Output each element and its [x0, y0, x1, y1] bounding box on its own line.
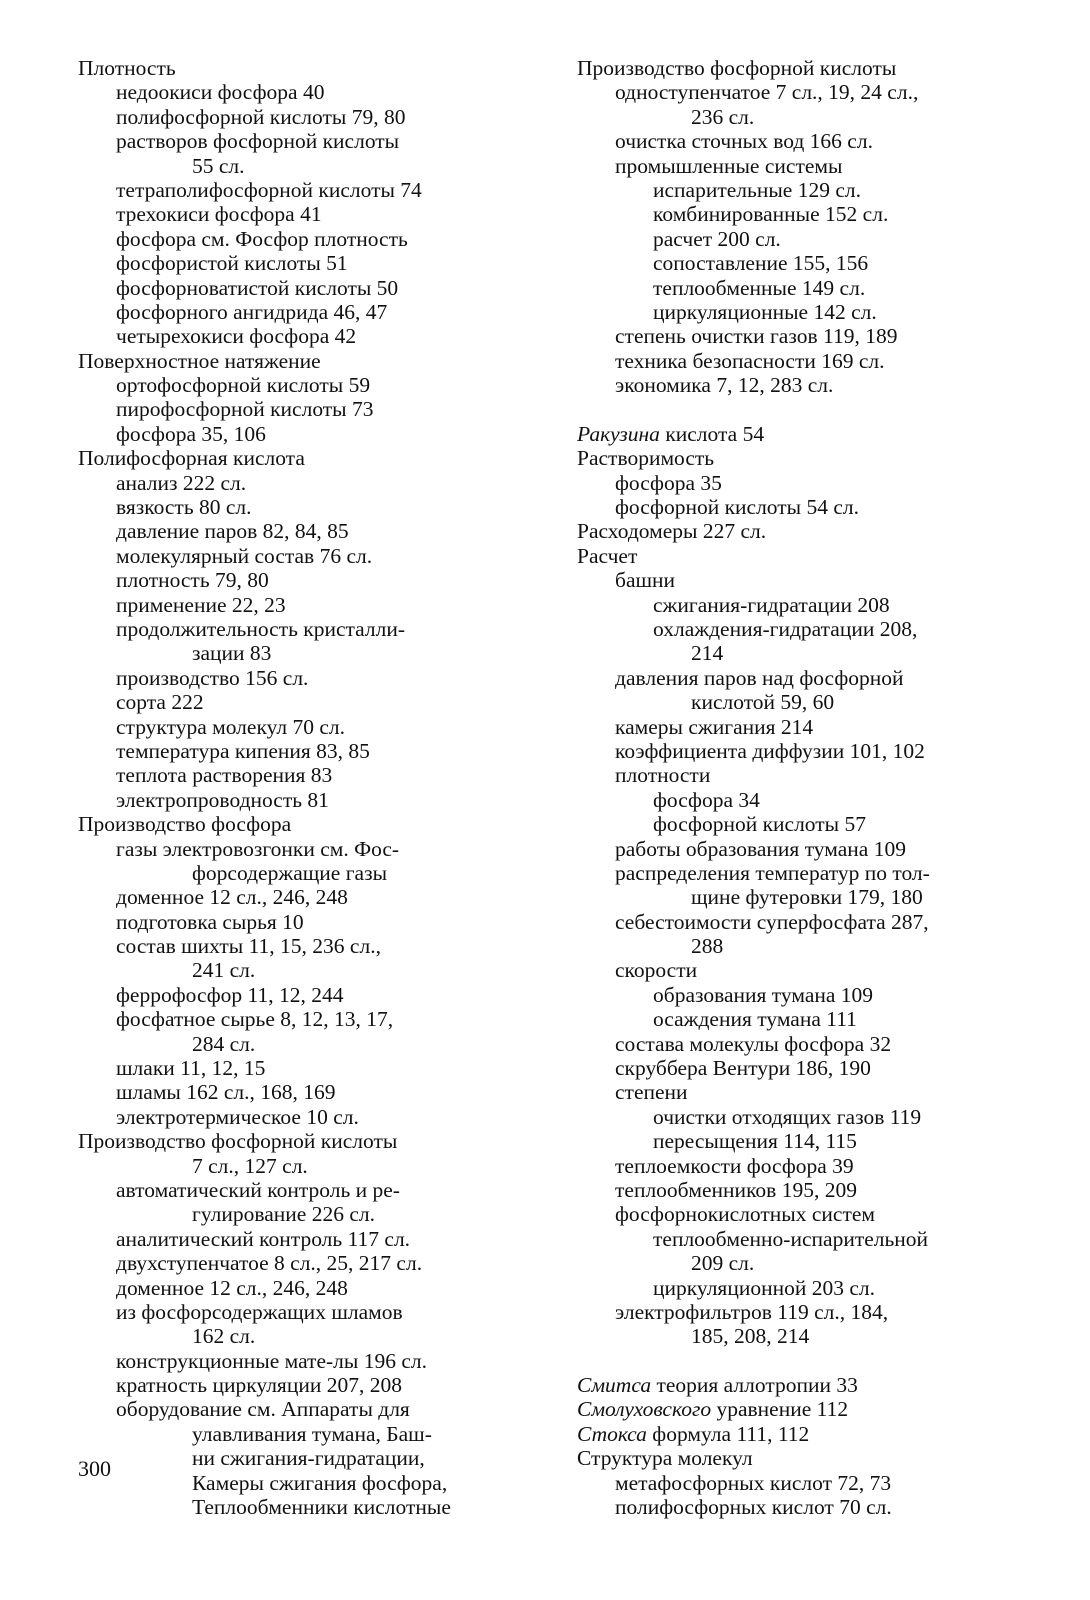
index-entry-text: плотности [615, 763, 711, 788]
index-subentry [78, 227, 513, 251]
index-subentry [78, 1105, 513, 1129]
index-heading [577, 519, 1009, 543]
index-entry-text: степень очистки газов 119, 189 [615, 324, 898, 349]
index-subentry [78, 1495, 513, 1519]
index-entry-text: скруббера Вентури 186, 190 [615, 1056, 871, 1081]
index-entry-text: улавливания тумана, Баш- [192, 1421, 432, 1446]
index-subentry [577, 983, 1009, 1007]
index-entry-text: производство 156 сл. [116, 665, 309, 690]
index-entry-text: техника безопасности 169 сл. [615, 348, 885, 373]
index-subentry [78, 495, 513, 519]
index-heading [577, 544, 1009, 568]
index-entry-text: шлаки 11, 12, 15 [116, 1056, 266, 1081]
page-number: 300 [78, 1456, 111, 1481]
index-entry-text: фосфора 35 [615, 470, 722, 495]
index-subentry [577, 739, 1009, 763]
index-subentry [78, 690, 513, 714]
index-entry-text: зации 83 [192, 641, 272, 666]
index-entry-text: теплообменные 149 сл. [653, 275, 866, 300]
index-entry-text: охлаждения-гидратации 208, [653, 616, 918, 641]
index-entry-text: теплота растворения 83 [116, 763, 333, 788]
index-name-italic: Смитса [577, 1373, 652, 1398]
index-subentry [78, 1227, 513, 1251]
index-column-right [577, 56, 1009, 1519]
index-subentry [78, 1324, 513, 1348]
index-subentry [577, 837, 1009, 861]
index-entry-text: феррофосфор 11, 12, 244 [116, 982, 344, 1007]
index-entry-text: метафосфорных кислот 72, 73 [615, 1470, 892, 1495]
index-entry-text: распределения температур по тол- [615, 860, 930, 885]
index-entry-text: комбинированные 152 сл. [653, 202, 889, 227]
index-entry-text: Производство фосфора [78, 812, 292, 837]
index-subentry [577, 1056, 1009, 1080]
index-heading [78, 1129, 513, 1153]
index-entry-text: теплоемкости фосфора 39 [615, 1153, 854, 1178]
index-subentry [577, 202, 1009, 226]
index-subentry [78, 1471, 513, 1495]
index-subentry [577, 1080, 1009, 1104]
index-subentry [577, 373, 1009, 397]
index-entry-text: 284 сл. [192, 1031, 256, 1056]
index-subentry [577, 641, 1009, 665]
index-subentry [577, 1227, 1009, 1251]
index-subentry [78, 1397, 513, 1421]
index-entry-text: 236 сл. [691, 104, 755, 129]
index-subentry [577, 958, 1009, 982]
index-entry-text: вязкость 80 сл. [116, 495, 252, 520]
index-heading [577, 446, 1009, 470]
index-subentry [78, 422, 513, 446]
index-entry-text: осаждения тумана 111 [653, 1007, 857, 1032]
index-subentry [577, 1300, 1009, 1324]
index-entry-text: трехокиси фосфора 41 [116, 202, 322, 227]
index-subentry [577, 300, 1009, 324]
index-entry-text: доменное 12 сл., 246, 248 [116, 1275, 348, 1300]
index-entry-text: 7 сл., 127 сл. [192, 1153, 308, 1178]
index-entry-text: кислотой 59, 60 [691, 690, 835, 715]
index-name-italic: Стокса [577, 1421, 647, 1446]
index-subentry [577, 1471, 1009, 1495]
index-entry-text: применение 22, 23 [116, 592, 286, 617]
index-entry-text: Поверхностное натяжение [78, 348, 321, 373]
index-subentry [78, 1080, 513, 1104]
index-entry-text: ортофосфорной кислоты 59 [116, 373, 371, 398]
index-entry-text: образования тумана 109 [653, 982, 874, 1007]
index-entry-text: температура кипения 83, 85 [116, 738, 370, 763]
index-subentry [577, 715, 1009, 739]
index-entry-text: формула 111, 112 [652, 1421, 810, 1446]
index-entry-text: фосфорного ангидрида 46, 47 [116, 299, 388, 324]
index-entry-text: электрофильтров 119 сл., 184, [615, 1299, 889, 1324]
index-entry-text: башни [615, 568, 676, 593]
index-subentry [78, 763, 513, 787]
index-subentry [577, 1202, 1009, 1226]
index-entry-text: фосфора 35, 106 [116, 421, 266, 446]
index-entry-text: фосфорнокислотных систем [615, 1202, 876, 1227]
index-subentry [577, 129, 1009, 153]
index-subentry [78, 1446, 513, 1470]
index-subentry [577, 251, 1009, 275]
index-subentry [577, 666, 1009, 690]
index-subentry [78, 788, 513, 812]
index-entry-text: состав шихты 11, 15, 236 сл., [116, 934, 381, 959]
index-entry-text: шламы 162 сл., 168, 169 [116, 1080, 336, 1105]
index-subentry [78, 519, 513, 543]
index-entry-text: аналитический контроль 117 сл. [116, 1226, 411, 1251]
index-entry-text: циркуляционной 203 сл. [653, 1275, 876, 1300]
index-heading [577, 1446, 1009, 1470]
index-entry-text: щине футеровки 179, 180 [691, 885, 923, 910]
index-heading [78, 812, 513, 836]
index-entry-text: Расчет [577, 543, 638, 568]
index-entry-text: оборудование см. Аппараты для [116, 1397, 410, 1422]
index-entry-text: теплообменно-испарительной [653, 1226, 929, 1251]
index-subentry [78, 1202, 513, 1226]
index-entry-text: уравнение 112 [716, 1397, 849, 1422]
index-subentry [78, 1300, 513, 1324]
index-subentry [78, 1154, 513, 1178]
index-entry-text: скорости [615, 958, 698, 983]
index-subentry [78, 1007, 513, 1031]
index-subentry [78, 983, 513, 1007]
index-entry-text: фосфорноватистой кислоты 50 [116, 275, 399, 300]
index-entry-text: степени [615, 1080, 688, 1105]
index-subentry [78, 397, 513, 421]
index-subentry [78, 861, 513, 885]
index-entry-text: ни сжигания-гидратации, [192, 1446, 425, 1471]
index-entry-text: Структура молекул [577, 1446, 753, 1471]
index-entry-text: давление паров 82, 84, 85 [116, 519, 349, 544]
index-subentry [78, 837, 513, 861]
index-subentry [577, 495, 1009, 519]
index-subentry [78, 593, 513, 617]
index-subentry [78, 471, 513, 495]
index-subentry [577, 1251, 1009, 1275]
index-entry-text: 162 сл. [192, 1324, 256, 1349]
index-entry-text: теория аллотропии 33 [656, 1373, 858, 1398]
index-entry-text: одноступенчатое 7 сл., 19, 24 сл., [615, 80, 919, 105]
index-entry-text: состава молекулы фосфора 32 [615, 1031, 892, 1056]
index-heading [577, 422, 1009, 446]
index-entry-text: испарительные 129 сл. [653, 177, 861, 202]
index-entry-text: 214 [691, 641, 724, 666]
index-name-italic: Смолуховского [577, 1397, 712, 1422]
index-subentry [78, 105, 513, 129]
index-entry-text: доменное 12 сл., 246, 248 [116, 885, 348, 910]
index-entry-text: Растворимость [577, 446, 715, 471]
index-entry-text: молекулярный состав 76 сл. [116, 543, 373, 568]
index-subentry [78, 300, 513, 324]
index-entry-text: недоокиси фосфора 40 [116, 80, 325, 105]
index-entry-text: промышленные системы [615, 153, 843, 178]
index-entry-text: полифосфорной кислоты 79, 80 [116, 104, 406, 129]
index-entry-text: из фосфорсодержащих шламов [116, 1299, 403, 1324]
index-entry-text: пирофосфорной кислоты 73 [116, 397, 374, 422]
index-subentry [78, 1349, 513, 1373]
index-entry-text: растворов фосфорной кислоты [116, 129, 400, 154]
index-entry-text: Камеры сжигания фосфора, [192, 1470, 448, 1495]
index-subentry [78, 910, 513, 934]
index-subentry [577, 812, 1009, 836]
index-entry-text: 55 сл. [192, 153, 245, 178]
index-name-italic: Ракузина [577, 421, 660, 446]
index-entry-text: плотность 79, 80 [116, 568, 269, 593]
index-entry-text: гулирование 226 сл. [192, 1202, 375, 1227]
index-entry-text: коэффициента диффузии 101, 102 [615, 738, 925, 763]
index-heading [577, 56, 1009, 80]
index-subentry [78, 129, 513, 153]
index-entry-text: кислота 54 [665, 421, 765, 446]
index-subentry [78, 1032, 513, 1056]
index-subentry [577, 1178, 1009, 1202]
index-entry-text: кратность циркуляции 207, 208 [116, 1373, 402, 1398]
index-subentry [577, 324, 1009, 348]
index-entry-text: подготовка сырья 10 [116, 909, 304, 934]
index-entry-text: очистки отходящих газов 119 [653, 1104, 922, 1129]
index-subentry [577, 788, 1009, 812]
index-entry-text: продолжительность кристалли- [116, 616, 406, 641]
index-heading [78, 349, 513, 373]
index-heading [577, 1397, 1009, 1421]
index-heading [577, 1373, 1009, 1397]
index-subentry [78, 202, 513, 226]
index-column-left [78, 56, 513, 1519]
index-entry-text: полифосфорных кислот 70 сл. [615, 1495, 892, 1520]
index-entry-text: теплообменников 195, 209 [615, 1177, 857, 1202]
index-subentry [78, 1373, 513, 1397]
index-subentry [577, 1007, 1009, 1031]
index-subentry [577, 1324, 1009, 1348]
index-subentry [78, 1251, 513, 1275]
index-entry-text: фосфористой кислоты 51 [116, 251, 348, 276]
index-subentry [577, 1154, 1009, 1178]
index-subentry [78, 934, 513, 958]
index-heading [78, 446, 513, 470]
index-entry-text: камеры сжигания 214 [615, 714, 814, 739]
index-subentry [78, 1276, 513, 1300]
index-subentry [577, 471, 1009, 495]
index-entry-text: анализ 222 сл. [116, 470, 247, 495]
index-subentry [78, 373, 513, 397]
index-subentry [78, 568, 513, 592]
index-entry-text: 209 сл. [691, 1251, 755, 1276]
index-subentry [78, 324, 513, 348]
index-entry-text: газы электровозгонки см. Фос- [116, 836, 400, 861]
index-subentry [577, 593, 1009, 617]
index-entry-text: себестоимости суперфосфата 287, [615, 909, 929, 934]
index-subentry [78, 1056, 513, 1080]
index-subentry [577, 178, 1009, 202]
index-subentry [78, 617, 513, 641]
index-entry-text: 241 сл. [192, 958, 256, 983]
index-subentry [78, 251, 513, 275]
index-entry-text: сорта 222 [116, 690, 204, 715]
index-heading [577, 1422, 1009, 1446]
index-subentry [577, 1495, 1009, 1519]
index-entry-text: Теплообменники кислотные [192, 1495, 451, 1520]
index-heading [78, 56, 513, 80]
index-subentry [577, 1105, 1009, 1129]
index-entry-text: 288 [691, 934, 724, 959]
index-entry-text: фосфорной кислоты 54 сл. [615, 495, 860, 520]
index-subentry [577, 617, 1009, 641]
index-subentry [78, 1178, 513, 1202]
index-subentry [78, 958, 513, 982]
index-subentry [577, 1276, 1009, 1300]
index-entry-text: форсодержащие газы [192, 860, 388, 885]
index-entry-text: Расходомеры 227 сл. [577, 519, 767, 544]
index-entry-text: расчет 200 сл. [653, 226, 781, 251]
index-subentry [577, 227, 1009, 251]
index-entry-text: пересыщения 114, 115 [653, 1129, 857, 1154]
index-entry-text: тетраполифосфорной кислоты 74 [116, 177, 422, 202]
index-subentry [577, 80, 1009, 104]
index-subentry [78, 666, 513, 690]
index-subentry [78, 154, 513, 178]
index-subentry [577, 349, 1009, 373]
index-subentry [577, 934, 1009, 958]
index-entry-text: Полифосфорная кислота [78, 446, 305, 471]
index-spacer [577, 397, 1009, 421]
index-entry-text: фосфора см. Фосфор плотность [116, 226, 408, 251]
index-entry-text: конструкционные мате-лы 196 сл. [116, 1348, 427, 1373]
index-subentry [78, 641, 513, 665]
index-entry-text: давления паров над фосфорной [615, 665, 904, 690]
index-subentry [577, 861, 1009, 885]
index-subentry [78, 178, 513, 202]
index-subentry [577, 910, 1009, 934]
index-entry-text: экономика 7, 12, 283 сл. [615, 373, 834, 398]
index-subentry [577, 763, 1009, 787]
index-subentry [577, 1129, 1009, 1153]
index-spacer [577, 1349, 1009, 1373]
index-subentry [78, 276, 513, 300]
index-entry-text: Производство фосфорной кислоты [78, 1129, 398, 1154]
index-entry-text: двухступенчатое 8 сл., 25, 217 сл. [116, 1251, 423, 1276]
index-subentry [577, 885, 1009, 909]
index-subentry [78, 739, 513, 763]
index-entry-text: 185, 208, 214 [691, 1324, 810, 1349]
index-entry-text: фосфора 34 [653, 787, 760, 812]
index-subentry [577, 1032, 1009, 1056]
index-subentry [78, 885, 513, 909]
index-subentry [577, 105, 1009, 129]
index-entry-text: электротермическое 10 сл. [116, 1104, 359, 1129]
index-subentry [577, 276, 1009, 300]
index-entry-text: структура молекул 70 сл. [116, 714, 346, 739]
index-entry-text: фосфорной кислоты 57 [653, 812, 866, 837]
index-subentry [577, 154, 1009, 178]
index-entry-text: четырехокиси фосфора 42 [116, 324, 357, 349]
index-entry-text: сжигания-гидратации 208 [653, 592, 890, 617]
index-entry-text: очистка сточных вод 166 сл. [615, 129, 873, 154]
index-entry-text: фосфатное сырье 8, 12, 13, 17, [116, 1007, 394, 1032]
index-subentry [78, 1422, 513, 1446]
index-entry-text: сопоставление 155, 156 [653, 251, 869, 276]
index-subentry [78, 715, 513, 739]
index-entry-text: циркуляционные 142 сл. [653, 299, 877, 324]
index-entry-text: Производство фосфорной кислоты [577, 56, 897, 80]
index-subentry [577, 568, 1009, 592]
index-entry-text: работы образования тумана 109 [615, 836, 906, 861]
index-entry-text: автоматический контроль и ре- [116, 1177, 400, 1202]
index-subentry [78, 544, 513, 568]
index-entry-text: Плотность [78, 56, 176, 80]
index-subentry [78, 80, 513, 104]
index-subentry [577, 690, 1009, 714]
index-entry-text: электропроводность 81 [116, 787, 329, 812]
